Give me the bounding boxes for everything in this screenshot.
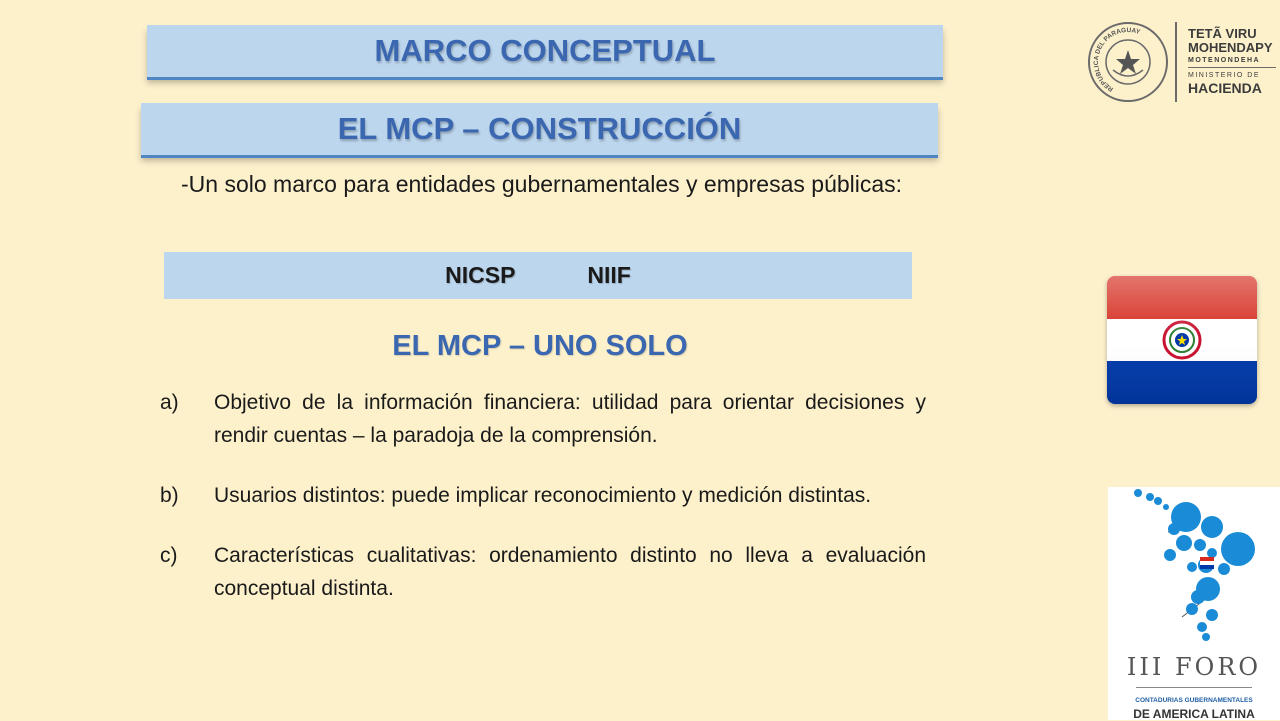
list-item-text: Características cualitativas: ordenamiento distinto no lleva a evaluación conceptual distinta.: [214, 544, 926, 600]
section-heading: EL MCP – UNO SOLO: [392, 330, 688, 362]
logo-line-1: TETÃ VIRU: [1188, 26, 1257, 41]
list-marker: b): [160, 484, 179, 507]
map-dot: [1202, 633, 1210, 641]
map-dot: [1154, 497, 1162, 505]
ministry-logo: [1085, 20, 1280, 104]
map-dot: [1218, 563, 1230, 575]
subtitle-banner: [141, 103, 938, 155]
map-dot: [1187, 562, 1197, 572]
forum-subtitle-2: DE AMERICA LATINA: [1133, 707, 1255, 721]
logo-line-5: HACIENDA: [1188, 80, 1262, 96]
map-dot: [1194, 539, 1206, 551]
forum-rule: [1136, 687, 1252, 688]
map-dot: [1146, 493, 1154, 501]
logo-divider: [1175, 22, 1177, 102]
map-dot: [1164, 549, 1176, 561]
map-dot: [1191, 590, 1205, 604]
list-item-text: Usuarios distintos: puede implicar reconocimiento y medición distintas.: [214, 484, 872, 507]
logo-line-4: MINISTERIO DE: [1188, 72, 1261, 79]
forum-logo: [1108, 487, 1280, 720]
list-marker: c): [160, 544, 178, 567]
svg-text:REPUBLICA DEL PARAGUAY: REPUBLICA DEL PARAGUAY: [1092, 26, 1141, 93]
standard-niif: NIIF: [587, 262, 631, 288]
list-item-text: Objetivo de la información financiera: utilidad para orientar decisiones y rendir cuentas – la paradoja de la comprensión.: [214, 391, 926, 447]
slide-title: MARCO CONCEPTUAL: [374, 33, 716, 68]
intro-text: -Un solo marco para entidades gubernamentales y empresas públicas:: [181, 171, 903, 197]
map-dot: [1186, 603, 1198, 615]
map-dot: [1197, 622, 1207, 632]
standards-box: [164, 252, 912, 299]
list-item: [160, 479, 926, 512]
map-dot: [1221, 532, 1255, 566]
point-list: [160, 386, 926, 632]
logo-line-2: MOHENDAPY: [1188, 40, 1273, 55]
list-marker: a): [160, 391, 179, 414]
list-item: [160, 539, 926, 605]
forum-title: III FORO: [1126, 653, 1262, 681]
title-banner: [147, 25, 943, 77]
map-dot: [1176, 535, 1192, 551]
logo-rule: [1188, 67, 1276, 68]
paraguay-flag-icon: [1107, 276, 1257, 404]
standard-nicsp: NICSP: [445, 262, 516, 288]
map-dot: [1163, 504, 1169, 510]
map-dot: [1206, 609, 1218, 621]
national-seal-icon: [1085, 20, 1171, 104]
map-dot: [1168, 523, 1180, 535]
slide-subtitle: EL MCP – CONSTRUCCIÓN: [337, 111, 742, 146]
list-item: [160, 386, 926, 452]
latin-america-dots-icon: [1108, 487, 1280, 652]
forum-subtitle-1: CONTADURIAS GUBERNAMENTALES: [1135, 697, 1253, 704]
logo-line-3: MOTENONDEHA: [1188, 57, 1261, 64]
map-dot: [1134, 489, 1142, 497]
map-dot: [1207, 548, 1217, 558]
map-dot: [1201, 516, 1223, 538]
mini-flag-icon: [1200, 557, 1214, 569]
